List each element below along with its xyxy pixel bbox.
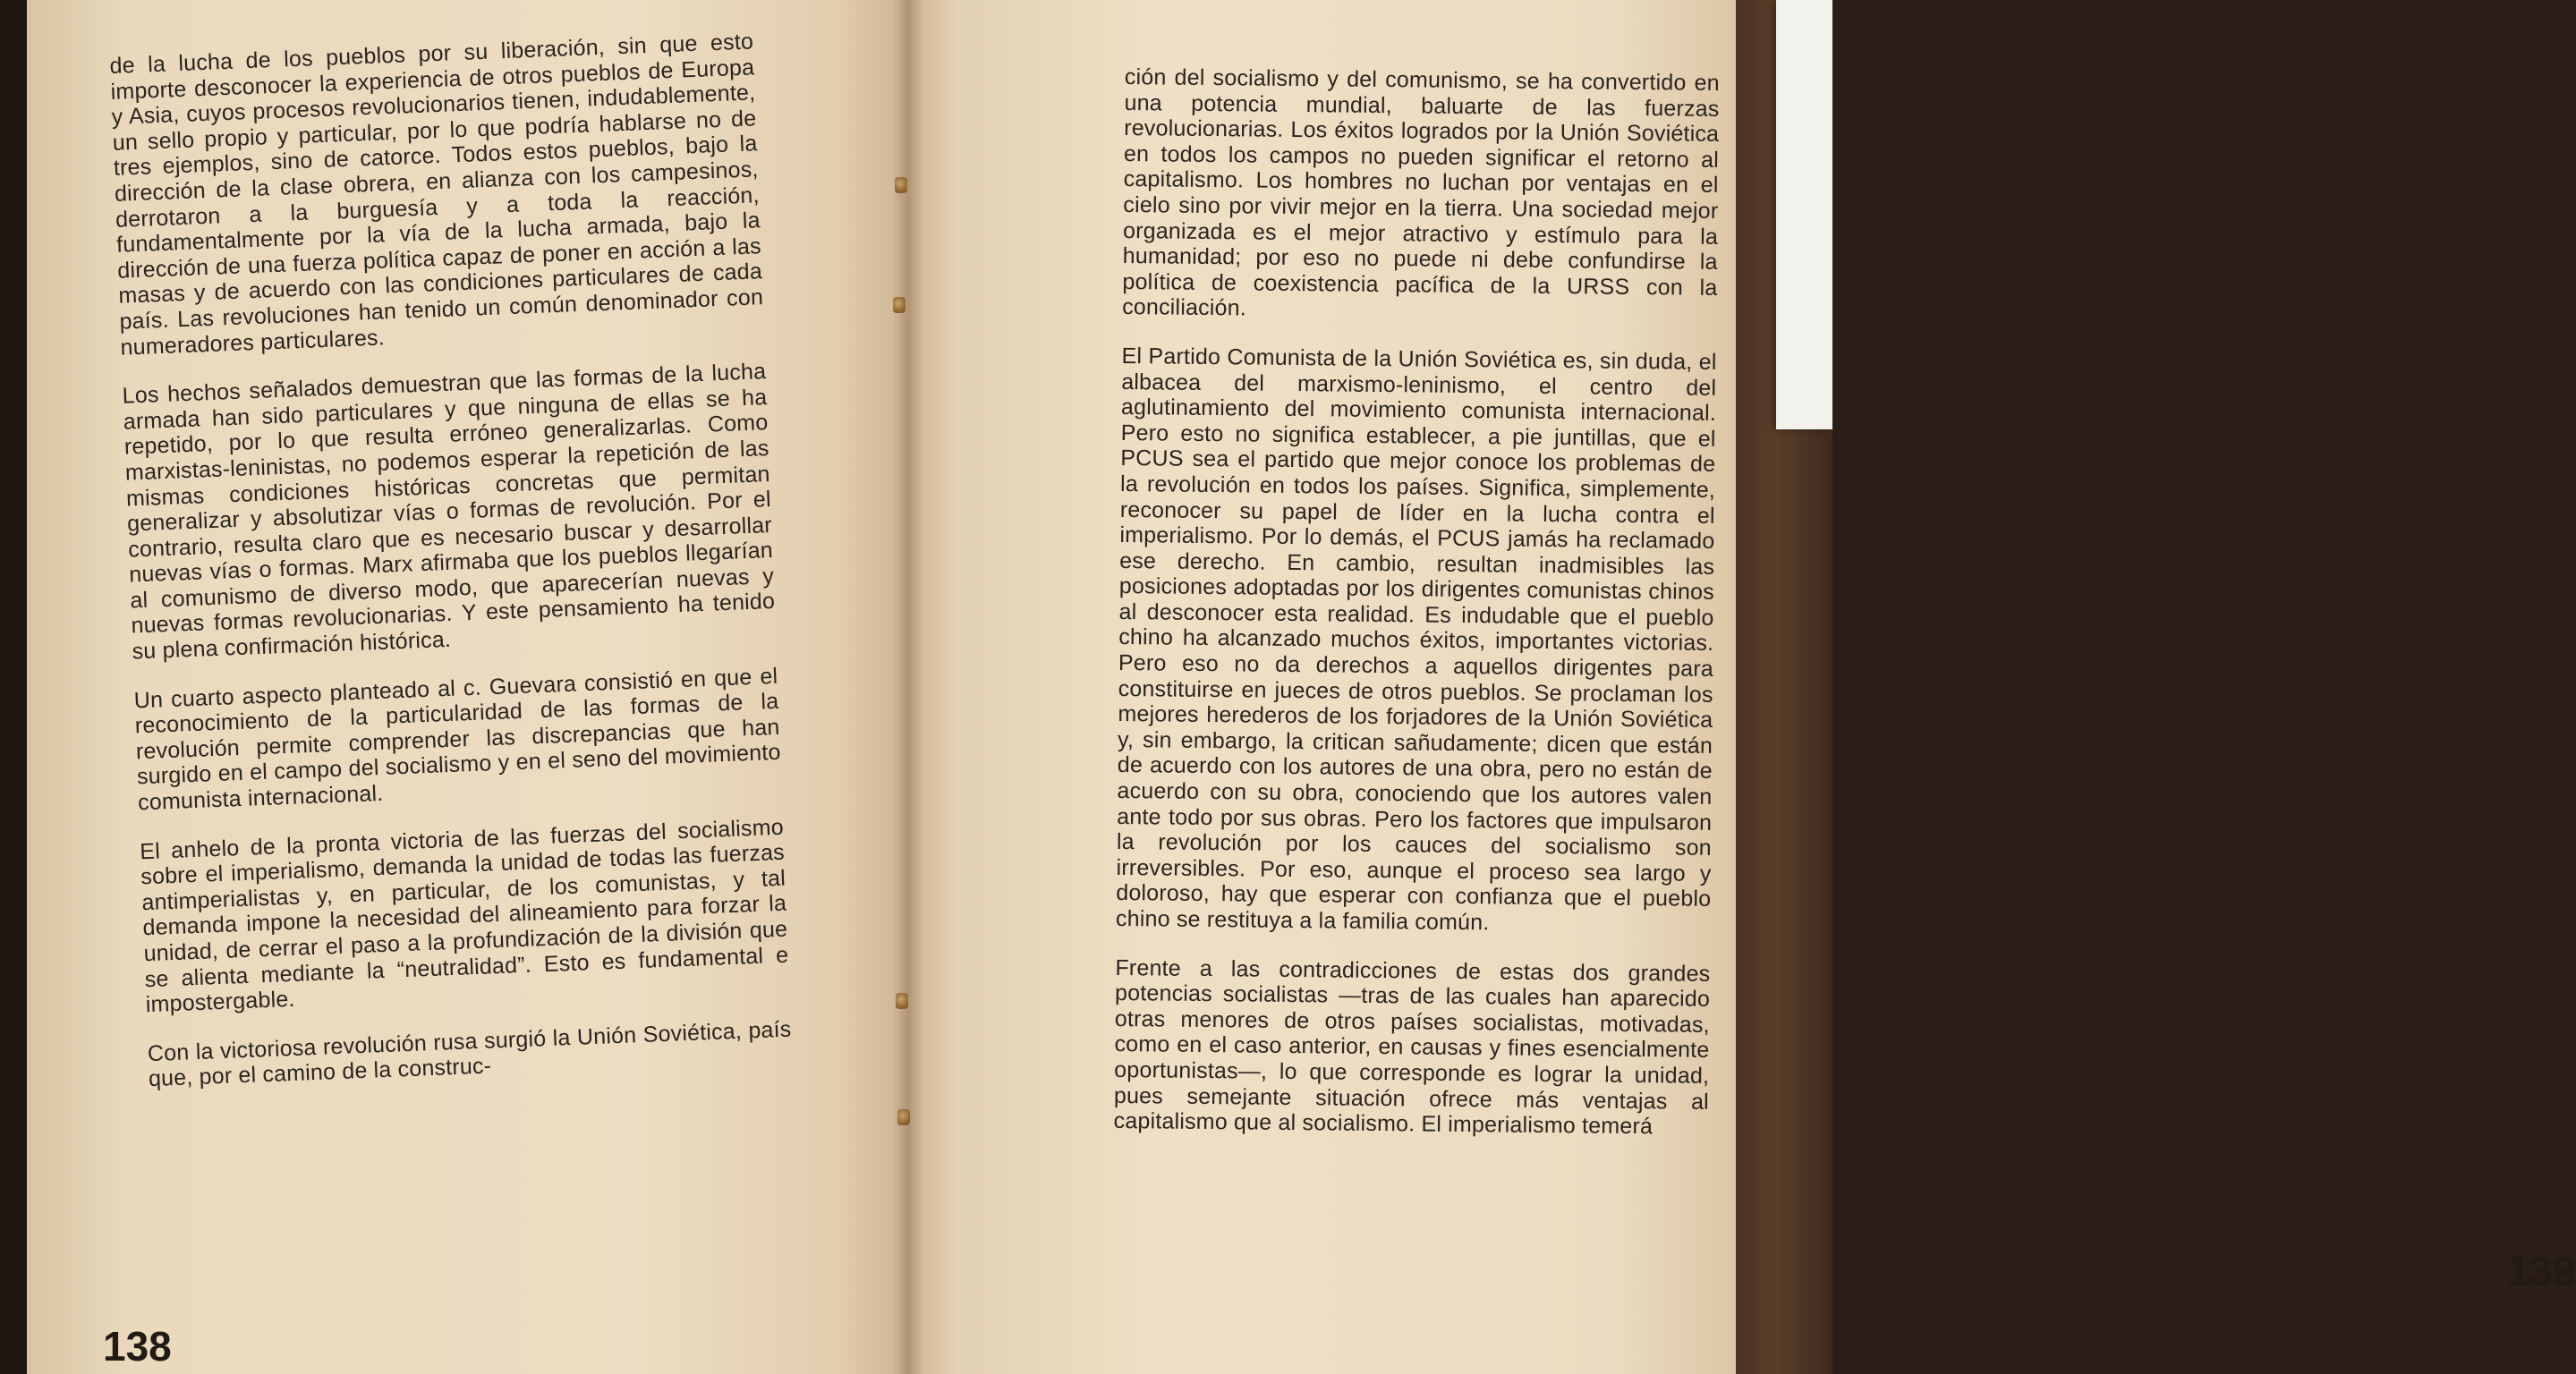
left-paragraph-2: Los hechos señalados demuestran que las formas de la lucha armada han sido particulares y que ninguna de ellas se ha repetido, por lo que resulta erróneo generalizarlas. Como marxistas-leninistas, no podemos esperar la repetición de las mismas condiciones históricas concretas que permitan generalizar y absolutizar vías o formas de revolución. Por el contrario, resulta claro que es necesario buscar y desarrollar nuevas vías o formas. Marx afirmaba que los pueblos llegarían al comunismo de diverso modo, que aparecerían nuevas y nuevas formas revolucionarias. Y este pensamiento ha tenido su plena confirmación histórica. bbox=[122, 359, 776, 665]
right-page-text bbox=[1113, 64, 1720, 1164]
left-page-number: 138 bbox=[103, 1323, 172, 1370]
left-paragraph-4: El anhelo de la pronta victoria de las fuerzas del socialismo sobre el imperialismo, demanda la unidad de todas las fuerzas antimperialistas y, en particular, de los comunistas, y tal demanda impone la necesidad del alineamiento para forzar la unidad, de cerrar el paso a la profundización de la división que se alienta mediante la “neutralidad”. Esto es fundamental e impostergable. bbox=[139, 814, 789, 1018]
open-book bbox=[27, 0, 2576, 1374]
left-page-text bbox=[109, 29, 794, 1115]
right-paragraph-1: ción del socialismo y del comunismo, se ha convertido en una potencia mundial, baluarte de las fuerzas revolucionarias. Los éxitos logrados por la Unión Soviética en todos los campos no pueden significar el retorno al capitalismo. Los hombres no luchan por ventajas en el cielo sino por vivir mejor en la tierra. Una sociedad mejor organizada es el mejor atractivo y estímulo para la humanidad; por eso no puede ni debe confundirse la política de coexistencia pacífica de la URSS con la conciliación. bbox=[1122, 64, 1720, 321]
right-paragraph-2: El Partido Comunista de la Unión Soviética es, sin duda, el albacea del marxismo-leninismo, el centro del aglutinamiento del movimiento comunista internacional. Pero esto no significa establecer, a pie juntillas, que el PCUS sea el partido que mejor conoce los problemas de la revolución en todos los países. Significa, simplemente, reconocer su papel de líder en la lucha contra el imperialismo. Por lo demás, el PCUS jamás ha reclamado ese derecho. En cambio, resultan inadmisibles las posiciones adoptadas por los dirigentes comunistas chinos al desconocer esta realidad. Es indudable que el pueblo chino ha alcanzado muchos éxitos, importantes victorias. Pero eso no da derechos a aquellos dirigentes para constituirse en jueces de otros pueblos. Se proclaman los mejores herederos de los forjadores de la Unión Soviética y, sin embargo, la critican sañudamente; dicen que están de acuerdo con los autores de una obra, pero no están de acuerdo con su obra, conociendo que los autores valen ante todo por sus obras. Pero los factores que impulsaron la revolución por los cauces del socialismo son irreversibles. Por eso, aunque el proceso sea largo y doloroso, hay que esperar con confianza que el pueblo chino se restituya a la familia común. bbox=[1115, 343, 1717, 936]
left-paragraph-5: Con la victoriosa revolución rusa surgió la Unión Soviética, país que, por el camino de la construc- bbox=[147, 1016, 792, 1092]
binding-staple bbox=[893, 297, 905, 313]
binding-staple bbox=[897, 1109, 910, 1125]
white-paper-sheet bbox=[1776, 0, 1832, 429]
binding-staple bbox=[896, 993, 908, 1009]
left-paragraph-1: de la lucha de los pueblos por su liberación, sin que esto importe desconocer la experiencia de otros pueblos de Europa y Asia, cuyos procesos revolucionarios tienen, indudablemente, un sello propio y particular, por lo que podría hablarse no de tres ejemplos, sino de catorce. Todos estos pueblos, bajo la dirección de la clase obrera, en alianza con los campesinos, derrotaron a la burguesía y a toda la reacción, fundamentalmente por la vía de la lucha armada, bajo la dirección de una fuerza política capaz de poner en acción a las masas y de acuerdo con las condiciones particulares de cada país. Las revoluciones han tenido un común denominador con numeradores particulares. bbox=[109, 29, 764, 360]
right-page bbox=[908, 0, 2576, 1374]
right-paragraph-3: Frente a las contradicciones de estas dos grandes potencias socialistas —tras de las cuales han aparecido otras menores de otros países socialistas, motivadas, como en el caso anterior, en causas y fines esencialmente oportunistas—, lo que corresponde es lograr la unidad, pues semejante situación ofrece más ventajas al capitalismo que al socialismo. El imperialismo temerá bbox=[1113, 954, 1711, 1140]
left-paragraph-3: Un cuarto aspecto planteado al c. Guevara consistió en que el reconocimiento de la particularidad de las formas de la revolución permite comprender las discrepancias que han surgido en el campo del socialismo y en el seno del movimiento comunista internacional. bbox=[133, 663, 782, 816]
binding-staple bbox=[895, 177, 907, 193]
left-page bbox=[27, 0, 908, 1374]
right-page-number: 139 bbox=[2507, 1248, 2576, 1294]
book-gutter bbox=[893, 0, 923, 1374]
